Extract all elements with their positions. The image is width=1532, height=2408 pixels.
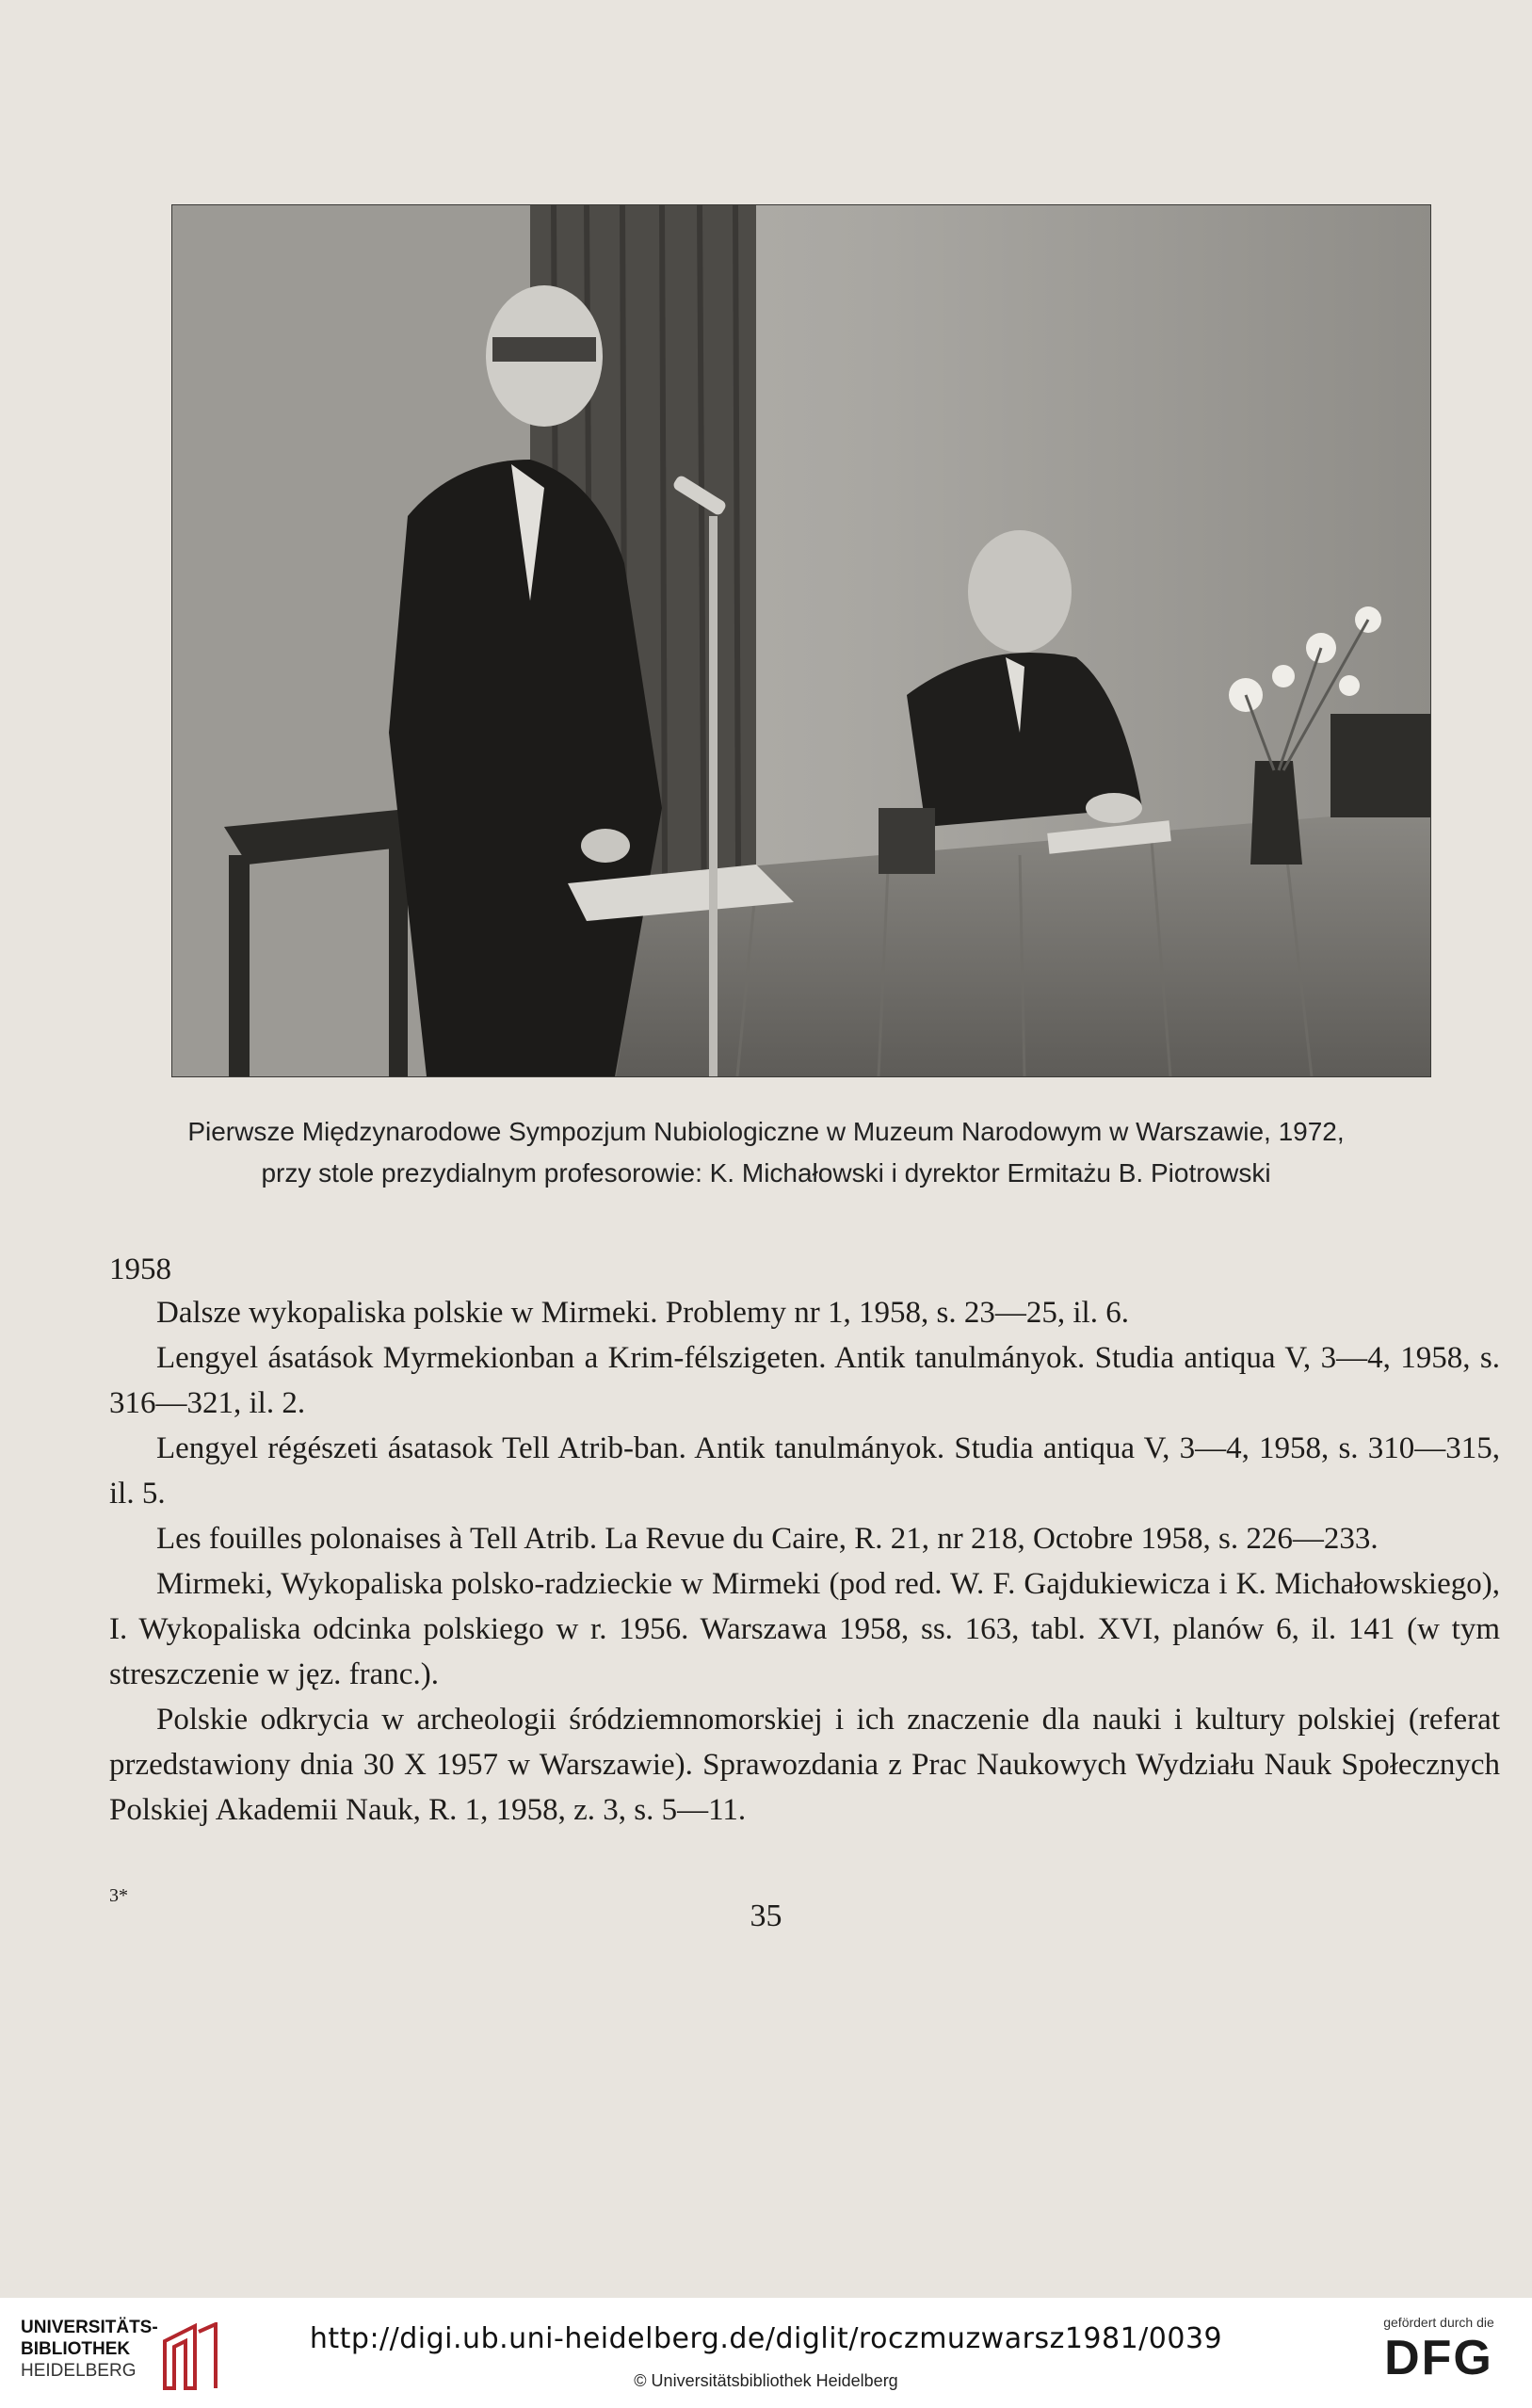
year-heading: 1958: [109, 1252, 171, 1286]
bibliography-entry: Mirmeki, Wykopaliska polsko-radzieckie w Mirmeki (pod red. W. F. Gajdukiewicza i K. Michałowskiego), I. Wykopaliska odcinka polskiego w r. 1956. Warszawa 1958, ss. 163, tabl. XVI, planów 6, il. 141 (w tym streszczenie w jęz. franc.).: [109, 1567, 1500, 1691]
bibliography-entry: Dalsze wykopaliska polskie w Mirmeki. Problemy nr 1, 1958, s. 23—25, il. 6.: [156, 1296, 1129, 1330]
page-number: 35: [750, 1899, 782, 1933]
source-url-link[interactable]: http://digi.ub.uni-heidelberg.de/diglit/roczmuzwarsz1981/0039: [309, 2322, 1223, 2355]
bibliography-entry: Lengyel régészeti ásatasok Tell Atrib-ban. Antik tanulmányok. Studia antiqua V, 3—4, 1958, s. 310—315, il. 5.: [109, 1431, 1500, 1511]
library-name-line-3: HEIDELBERG: [21, 2361, 137, 2381]
library-name-line-2: BIBLIOTHEK: [21, 2339, 131, 2359]
bibliography-entry: Polskie odkrycia w archeologii śródziemnomorskiej i ich znaczenie dla nauki i kultury polskiej (referat przedstawiony dnia 30 X 1957 w Warszawie). Sprawozdania z Prac Naukowych Wydziału Nauk Społecznych Polskiej Akademii Nauk, R. 1, 1958, z. 3, s. 5—11.: [109, 1703, 1500, 1827]
footer-bar: [0, 2298, 1532, 2408]
caption-line-2: przy stole prezydialnym profesorowie: K. Michałowski i dyrektor Ermitażu B. Piotrowski: [261, 1158, 1271, 1188]
photo-caption: [94, 1111, 1438, 1194]
photograph-symposium: [171, 204, 1431, 1077]
bibliography-entry: Les fouilles polonaises à Tell Atrib. La Revue du Caire, R. 21, nr 218, Octobre 1958, s. 226—233.: [156, 1522, 1379, 1556]
caption-line-1: Pierwsze Międzynarodowe Sympozjum Nubiologiczne w Muzeum Narodowym w Warszawie, 1972,: [187, 1117, 1345, 1146]
bibliography-list: [109, 1290, 1500, 1833]
funder-note: gefördert durch die: [1383, 2315, 1494, 2330]
photo-illustration: [172, 205, 1430, 1076]
signature-mark: 3*: [109, 1885, 128, 1906]
bibliography-entry: Lengyel ásatások Myrmekionban a Krim-félszigeten. Antik tanulmányok. Studia antiqua V, 3—4, 1958, s. 316—321, il. 2.: [109, 1341, 1500, 1420]
dfg-logo-text: DFG: [1384, 2331, 1493, 2385]
library-name-line-1: UNIVERSITÄTS-: [21, 2318, 158, 2337]
copyright-text: © Universitätsbibliothek Heidelberg: [634, 2371, 898, 2390]
funder-logo[interactable]: [1368, 2315, 1509, 2386]
